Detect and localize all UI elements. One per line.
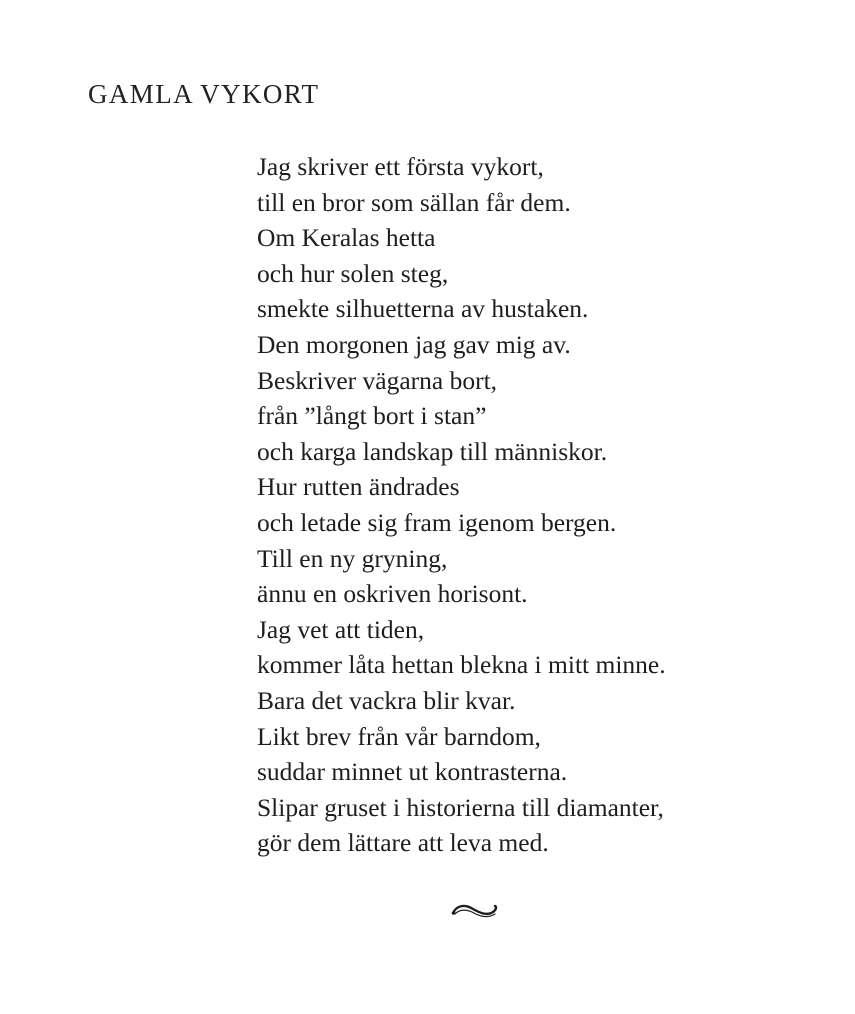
poem-line: Till en ny gryning, (257, 543, 448, 573)
poem-line: Beskriver vägarna bort, (257, 365, 498, 395)
poem-line: Slipar gruset i historierna till diamanter, (257, 792, 664, 822)
poem-line: och karga landskap till människor. (257, 436, 608, 466)
poem-line: Hur rutten ändrades (257, 472, 460, 502)
poem-title: GAMLA VYKORT (88, 79, 320, 109)
poem-line: Likt brev från vår barndom, (257, 721, 541, 751)
poem-line: kommer låta hettan blekna i mitt minne. (257, 650, 666, 680)
poem-line: från ”långt bort i stan” (257, 401, 487, 431)
poem-line: Den morgonen jag gav mig av. (257, 329, 571, 359)
poem-body (257, 149, 666, 861)
tilde-flourish-icon (449, 899, 501, 923)
poem-line: och letade sig fram igenom bergen. (257, 507, 617, 537)
poem-line: Jag vet att tiden, (257, 614, 425, 644)
poem-line: till en bror som sällan får dem. (257, 187, 571, 217)
poem-line: gör dem lättare att leva med. (257, 828, 549, 858)
poem-line: smekte silhuetterna av hustaken. (257, 294, 589, 324)
poem-line: och hur solen steg, (257, 258, 449, 288)
poem-line: Om Keralas hetta (257, 223, 436, 253)
poem-line: Bara det vackra blir kvar. (257, 685, 516, 715)
poem-line: ännu en oskriven horisont. (257, 579, 528, 609)
poem-line: Jag skriver ett första vykort, (257, 152, 544, 181)
poem-line: suddar minnet ut kontrasterna. (257, 757, 568, 787)
